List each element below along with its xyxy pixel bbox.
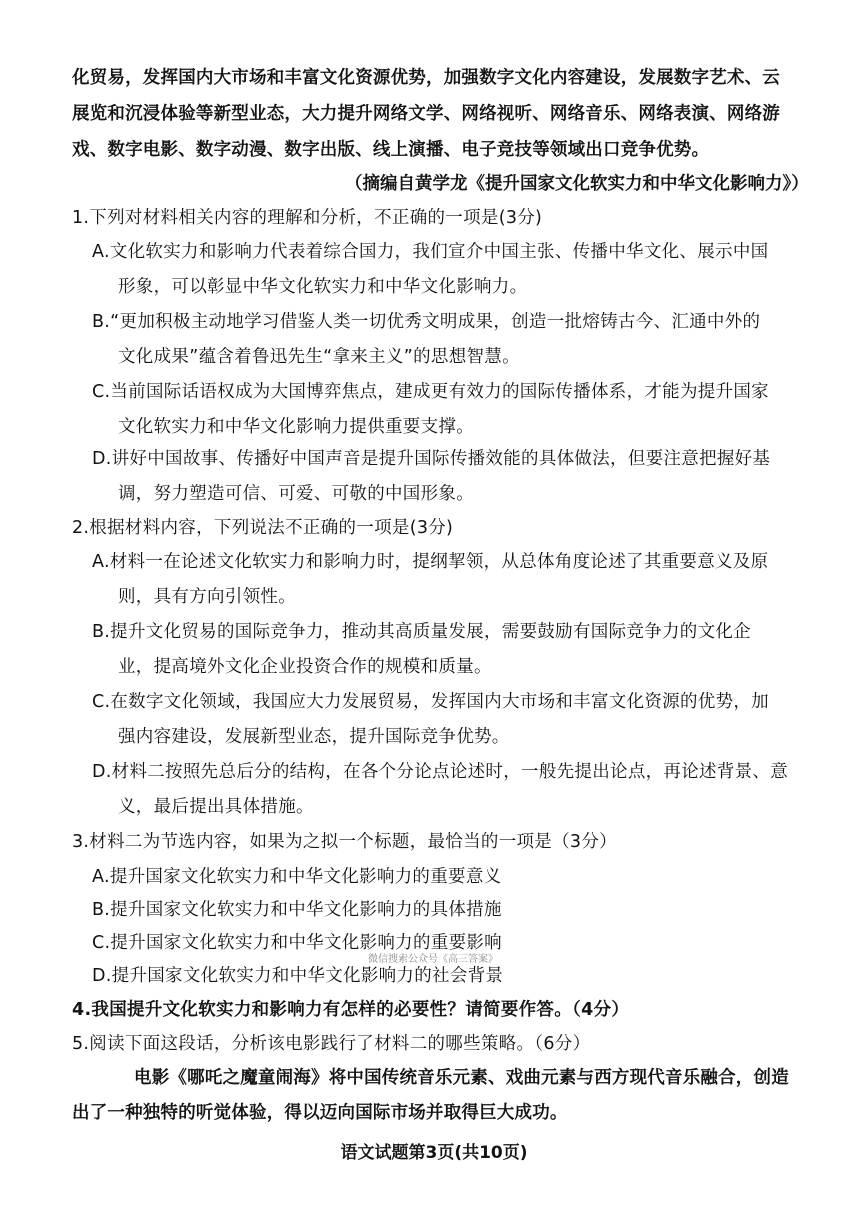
q1-option-b-line1: B.“更加积极主动地学习借鉴人类一切优秀文明成果，创造一批熔铸古今、汇通中外的 bbox=[92, 312, 761, 332]
watermark-stamp: 微信搜索公众号《高三答案》 bbox=[368, 954, 498, 965]
q1-option-d-line2: 调，努力塑造可信、可爱、可敬的中国形象。 bbox=[118, 484, 474, 504]
q4-stem: 4.我国提升文化软实力和影响力有怎样的必要性？请简要作答。（4分） bbox=[72, 1000, 630, 1020]
q5-stem: 5.阅读下面这段话，分析该电影践行了材料二的哪些策略。（6分） bbox=[72, 1034, 591, 1054]
q1-option-c-line1: C.当前国际话语权成为大国博弈焦点，建成更有效力的国际传播体系，才能为提升国家 bbox=[92, 382, 769, 402]
q3-option-d: D.提升国家文化软实力和中华文化影响力的社会背景 bbox=[92, 966, 504, 986]
passage-line-2: 展览和沉浸体验等新型业态，大力提升网络文学、网络视听、网络音乐、网络表演、网络游 bbox=[72, 104, 780, 124]
page-footer: 语文试题第3页(共10页) bbox=[340, 1143, 528, 1163]
q2-option-c-line2: 强内容建设，发展新型业态，提升国际竞争优势。 bbox=[118, 727, 510, 747]
source-citation: （摘编自黄学龙《提升国家文化软实力和中华文化影响力》） bbox=[345, 174, 809, 194]
q2-option-d-line1: D.材料二按照先总后分的结构，在各个分论点论述时，一般先提出论点，再论述背景、意 bbox=[92, 762, 789, 782]
q1-option-d-line1: D.讲好中国故事、传播好中国声音是提升国际传播效能的具体做法，但要注意把握好基 bbox=[92, 449, 771, 469]
passage-line-1: 化贸易，发挥国内大市场和丰富文化资源优势，加强数字文化内容建设，发展数字艺术、云 bbox=[72, 68, 780, 88]
q2-option-a-line2: 则，具有方向引领性。 bbox=[118, 587, 296, 607]
q2-option-b-line1: B.提升文化贸易的国际竞争力，推动其高质量发展，需要鼓励有国际竞争力的文化企 bbox=[92, 622, 751, 642]
q5-text-line1: 电影《哪吒之魔童闹海》将中国传统音乐元素、戏曲元素与西方现代音乐融合，创造 bbox=[134, 1068, 789, 1088]
q2-option-b-line2: 业，提高境外文化企业投资合作的规模和质量。 bbox=[118, 657, 492, 677]
q3-option-a: A.提升国家文化软实力和中华文化影响力的重要意义 bbox=[92, 867, 502, 887]
passage-line-3: 戏、数字电影、数字动漫、数字出版、线上演播、电子竞技等领域出口竞争优势。 bbox=[72, 140, 710, 160]
q1-option-b-line2: 文化成果”蕴含着鲁迅先生“拿来主义”的思想智慧。 bbox=[118, 347, 520, 367]
q2-option-a-line1: A.材料一在论述文化软实力和影响力时，提纲挈领，从总体角度论述了其重要意义及原 bbox=[92, 552, 769, 572]
q3-stem: 3.材料二为节选内容，如果为之拟一个标题，最恰当的一项是（3分） bbox=[72, 832, 617, 852]
q5-text-line2: 出了一种独特的听觉体验，得以迈向国际市场并取得巨大成功。 bbox=[72, 1103, 568, 1123]
q2-stem: 2.根据材料内容，下列说法不正确的一项是(3分) bbox=[72, 518, 454, 538]
q1-stem: 1.下列对材料相关内容的理解和分析，不正确的一项是(3分) bbox=[72, 208, 543, 228]
q1-option-c-line2: 文化软实力和中华文化影响力提供重要支撑。 bbox=[118, 417, 474, 437]
q3-option-b: B.提升国家文化软实力和中华文化影响力的具体措施 bbox=[92, 900, 502, 920]
q3-option-c: C.提升国家文化软实力和中华文化影响力的重要影响 bbox=[92, 933, 502, 953]
q1-option-a-line2: 形象，可以彰显中华文化软实力和中华文化影响力。 bbox=[118, 277, 528, 297]
q2-option-c-line1: C.在数字文化领域，我国应大力发展贸易，发挥国内大市场和丰富文化资源的优势，加 bbox=[92, 692, 769, 712]
q2-option-d-line2: 义，最后提出具体措施。 bbox=[118, 797, 314, 817]
q1-option-a-line1: A.文化软实力和影响力代表着综合国力，我们宣介中国主张、传播中华文化、展示中国 bbox=[92, 242, 769, 262]
